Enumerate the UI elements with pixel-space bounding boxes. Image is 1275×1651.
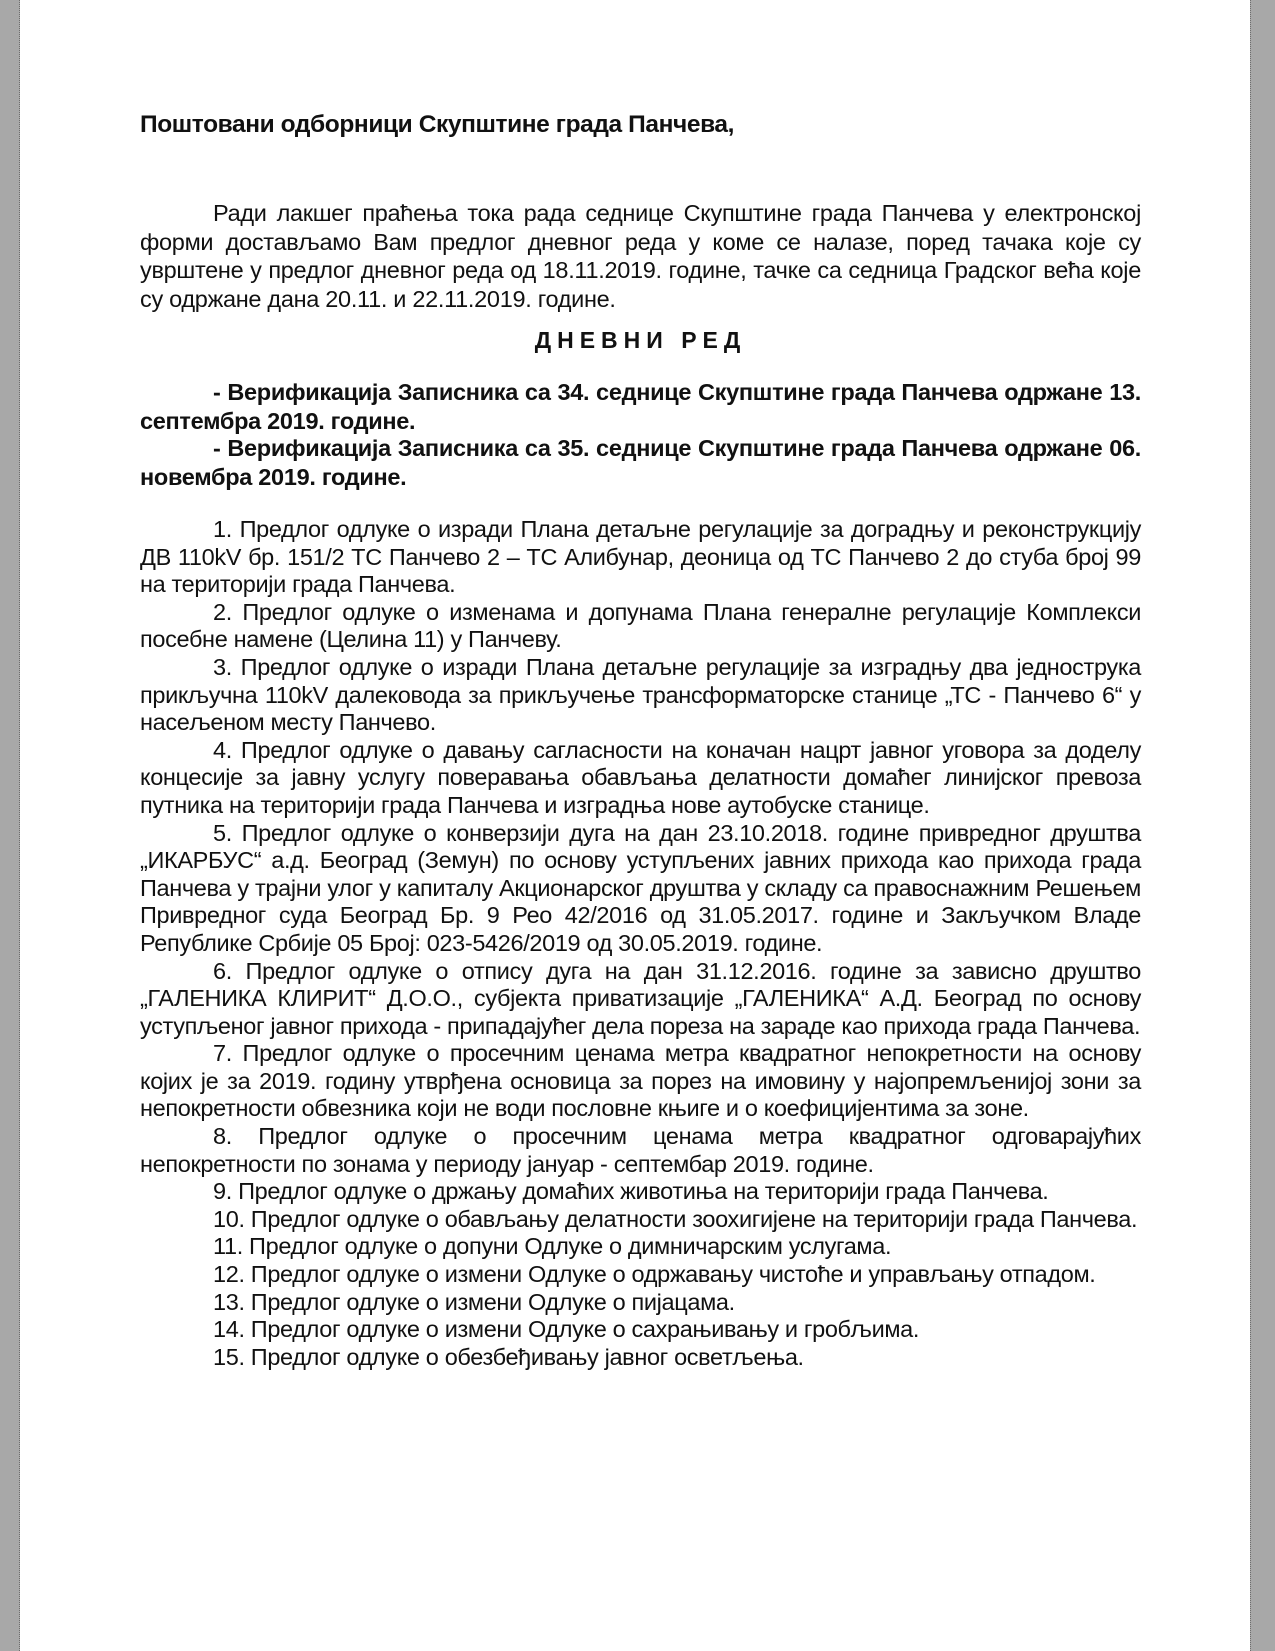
agenda-item: 3. Предлог одлуке о изради Плана детаљне регулације за изградњу два једнострука прикључна 110kV далековода за прикључење трансформаторске станице „ТС - Панчево 6“ у насељеном месту Панчево. — [140, 653, 1141, 736]
agenda-title: ДНЕВНИ РЕД — [534, 327, 747, 353]
agenda-list — [140, 516, 1141, 1371]
greeting: Поштовани одборници Скупштине града Панчева, — [140, 111, 735, 138]
agenda-item: 6. Предлог одлуке о отпису дуга на дан 31.12.2016. године за зависно друштво „ГАЛЕНИКА КЛИРИТ“ Д.О.О., субјекта приватизације „ГАЛЕНИКА“ А.Д. Београд по основу уступљеног јавног прихода - припадајућег дела пореза на зараде као прихода града Панчева. — [140, 957, 1141, 1039]
agenda-item: 15. Предлог одлуке о обезбеђивању јавног осветљења. — [213, 1343, 804, 1370]
scan-border-left — [0, 0, 20, 1651]
agenda-item: 9. Предлог одлуке о држању домаћих животиња на територији града Панчева. — [213, 1178, 1049, 1205]
agenda-item: 10. Предлог одлуке о обављању делатности зоохигијене на територији града Панчева. — [213, 1205, 1138, 1232]
agenda-item: 12. Предлог одлуке о измени Одлуке о одржавању чистоће и управљању отпадом. — [213, 1261, 1096, 1288]
agenda-item: 14. Предлог одлуке о измени Одлуке о сахрањивању и гробљима. — [213, 1316, 920, 1343]
agenda-item: 5. Предлог одлуке о конверзији дуга на дан 23.10.2018. године привредног друштва „ИКАРБУС“ а.д. Београд (Земун) по основу уступљених јавних прихода као прихода града Панчева у трајни улог у капиталу Акционарског друштва у складу са правоснажним Решењем Привредног суда Београд Бр. 9 Рео 42/2016 од 31.05.2017. године и Закључком Владе Републике Србије 05 Број: 023-5426/2019 од 30.05.2019. године. — [140, 819, 1141, 956]
agenda-item: 2. Предлог одлуке о изменама и допунама Плана генералне регулације Комплекси посебне намене (Целина 11) у Панчеву. — [140, 598, 1141, 653]
agenda-item: 11. Предлог одлуке о допуни Одлуке о димничарским услугама. — [213, 1233, 892, 1260]
intro-paragraph: Ради лакшег праћења тока рада седнице Скупштине града Панчева у електронској форми достављамо Вам предлог дневног реда у коме се налазе, поред тачака које су уврштене у предлог дневног реда од 18.11.2019. године, тачке са седница Градског већа које су одржане дана 20.11. и 22.11.2019. године. — [140, 200, 1141, 312]
agenda-item: 4. Предлог одлуке о давању сагласности на коначан нацрт јавног уговора за доделу концесије за јавну услугу поверавања обављања делатности домаћег линијског превоза путника на територији града Панчева и изградња нове аутобуске станице. — [140, 736, 1141, 818]
verification-item: - Верификација Записника са 35. седнице Скупштине града Панчева одржане 06. новембра 2019. године. — [140, 435, 1141, 490]
agenda-item: 8. Предлог одлуке о просечним ценама метра квадратног одговарајућих непокретности по зонама у периоду јануар - септембар 2019. године. — [140, 1123, 1141, 1177]
verification-item: - Верификација Записника са 34. седнице Скупштине града Панчева одржане 13. септембра 2019. године. — [140, 379, 1141, 434]
agenda-item: 7. Предлог одлуке о просечним ценама метра квадратног непокретности на основу којих је за 2019. годину утврђена основица за порез на имовину у најопремљенијој зони за непокретности обвезника који не води пословне књиге и о коефицијентима за зоне. — [140, 1040, 1141, 1122]
scan-border-right — [1250, 0, 1275, 1651]
agenda-item: 13. Предлог одлуке о измени Одлуке о пијацама. — [213, 1288, 735, 1315]
agenda-item: 1. Предлог одлуке о изради Плана детаљне регулације за доградњу и реконструкцију ДВ 110kV бр. 151/2 ТС Панчево 2 – ТС Алибунар, деоница од ТС Панчево 2 до стуба број 99 на територији града Панчева. — [140, 516, 1141, 598]
